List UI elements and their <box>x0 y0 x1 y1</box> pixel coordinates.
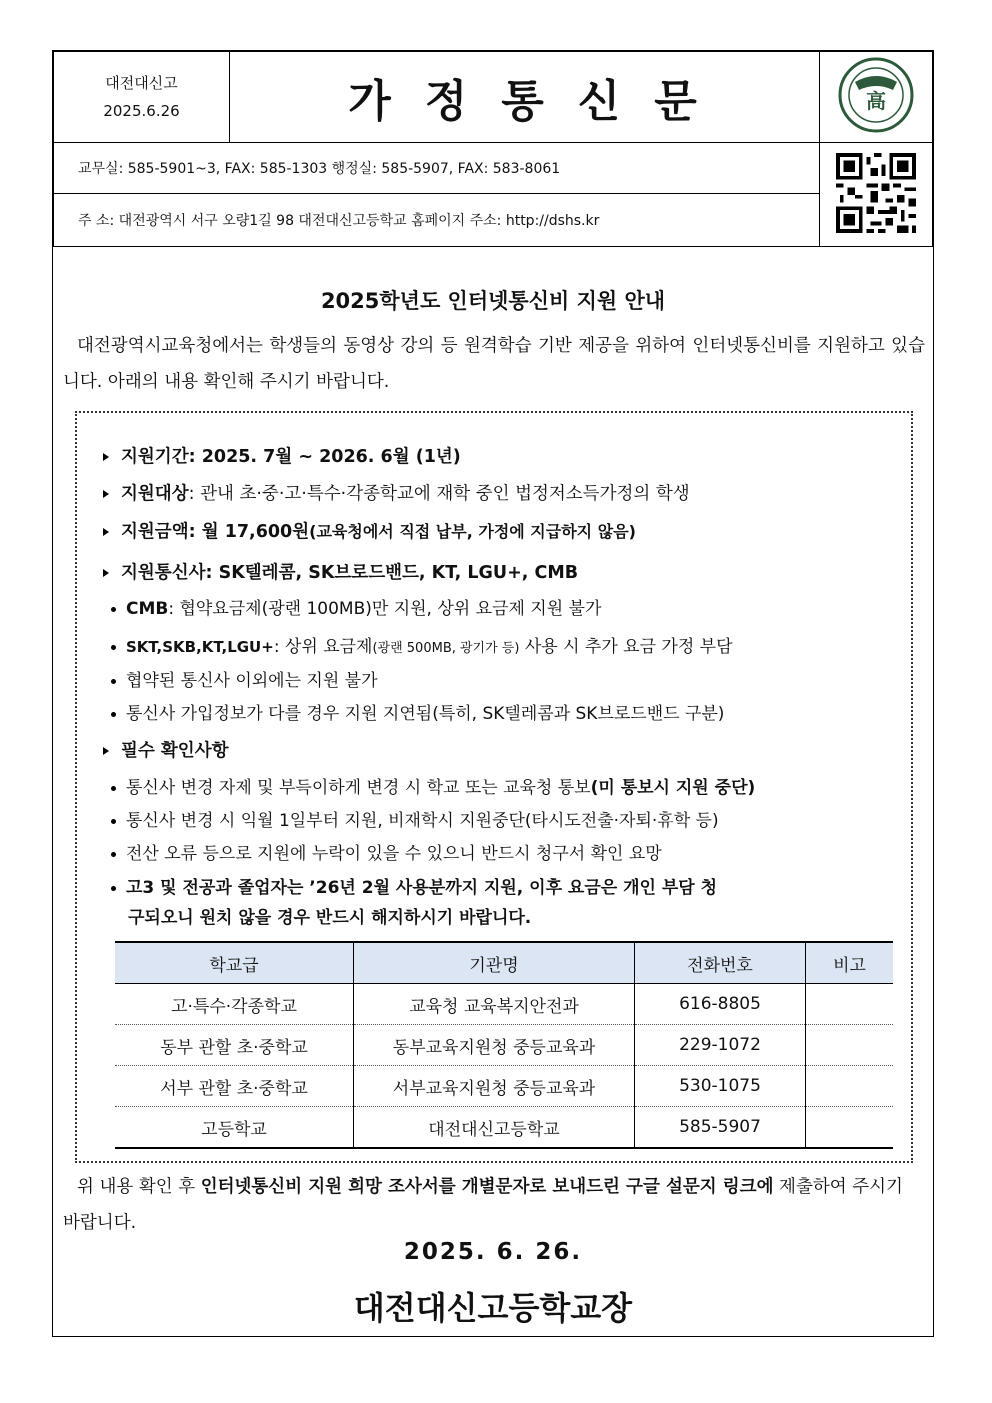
bullet-dot-icon <box>111 819 116 824</box>
carrier-note-cmb: CMB: 협약요금제(광랜 100MB)만 지원, 상위 요금제 지원 불가 <box>111 594 601 619</box>
contact-table <box>115 941 893 1149</box>
support-carriers: 지원통신사: SK텔레콤, SK브로드밴드, KT, LGU+, CMB <box>103 559 578 584</box>
cell-level: 고·특수·각종학교 <box>115 984 354 1025</box>
bullet-dot-icon <box>111 852 116 857</box>
check-item-4: 고3 및 전공과 졸업자는 ’26년 2월 사용분까지 지원, 이후 요금은 개인 부담 청 <box>111 873 717 898</box>
school-logo <box>820 52 933 143</box>
cell-agency: 동부교육지원청 중등교육과 <box>354 1025 635 1066</box>
col-header-note: 비고 <box>806 942 894 984</box>
svg-text:高: 高 <box>866 89 886 113</box>
checks-heading: 필수 확인사항 <box>103 737 229 762</box>
header-table <box>53 51 933 247</box>
table-row <box>115 1107 893 1149</box>
bullet-arrow-icon <box>103 528 109 536</box>
check-item-4-cont: 구되오니 원치 않을 경우 반드시 해지하시기 바랍니다. <box>128 908 532 928</box>
check-item-3: 전산 오류 등으로 지원에 누락이 있을 수 있으니 반드시 청구서 확인 요망 <box>111 839 662 864</box>
col-header-agency: 기관명 <box>354 942 635 984</box>
bullet-dot-icon <box>111 886 116 891</box>
carrier-note-4: 통신사 가입정보가 다를 경우 지원 지연됨(특히, SK텔레콤과 SK브로드밴드 구분) <box>111 699 724 724</box>
table-row <box>115 1025 893 1066</box>
cell-agency: 대전대신고등학교 <box>354 1107 635 1149</box>
cell-level: 고등학교 <box>115 1107 354 1149</box>
table-header-row <box>115 942 893 984</box>
table-row <box>115 984 893 1025</box>
document-title: 2025학년도 인터넷통신비 지원 안내 <box>320 289 666 313</box>
intro-paragraph: 대전광역시교육청에서는 학생들의 동영상 강의 등 원격학습 기반 제공을 위하여 인터넷통신비를 지원하고 있습니다. 아래의 내용 확인해 주시기 바랍니다. <box>63 336 925 392</box>
cell-phone: 229-1072 <box>635 1025 806 1066</box>
table-row <box>115 1066 893 1107</box>
col-header-phone: 전화번호 <box>635 942 806 984</box>
cell-level: 동부 관할 초·중학교 <box>115 1025 354 1066</box>
contact-info: 교무실: 585-5901~3, FAX: 585-1303 행정실: 585-5907, FAX: 583-8061 <box>54 143 820 194</box>
bullet-arrow-icon <box>103 747 109 755</box>
qr-code-icon[interactable] <box>836 153 916 233</box>
bullet-arrow-icon <box>103 453 109 461</box>
carrier-note-others: SKT,SKB,KT,LGU+: 상위 요금제(광랜 500MB, 광기가 등) 사용 시 추가 요금 가정 부담 <box>111 632 733 657</box>
cell-note <box>806 984 894 1025</box>
check-item-2: 통신사 변경 시 익월 1일부터 지원, 비재학시 지원중단(타시도전출·자퇴·휴학 등) <box>111 806 719 831</box>
support-details-box <box>75 411 913 1163</box>
school-short-name: 대전대신고 <box>105 74 178 92</box>
bullet-arrow-icon <box>103 569 109 577</box>
cell-level: 서부 관할 초·중학교 <box>115 1066 354 1107</box>
cell-note <box>806 1066 894 1107</box>
check-item-1: 통신사 변경 자제 및 부득이하게 변경 시 학교 또는 교육청 통보(미 통보시 지원 중단) <box>111 773 755 798</box>
cell-phone: 530-1075 <box>635 1066 806 1107</box>
bullet-arrow-icon <box>103 490 109 498</box>
closing-paragraph: 위 내용 확인 후 인터넷통신비 지원 희망 조사서를 개별문자로 보내드린 구글 설문지 링크에 제출하여 주시기 바랍니다. <box>63 1177 903 1233</box>
issue-date: 2025.6.26 <box>103 102 180 120</box>
support-period: 지원기간: 2025. 7월 ~ 2026. 6월 (1년) <box>103 443 461 468</box>
cell-note <box>806 1025 894 1066</box>
qr-code-cell <box>820 143 933 247</box>
support-amount: 지원금액: 월 17,600원(교육청에서 직접 납부, 가정에 지급하지 않음) <box>103 518 636 543</box>
cell-phone: 616-8805 <box>635 984 806 1025</box>
bullet-dot-icon <box>111 786 116 791</box>
principal-signature: 대전대신고등학교장 <box>353 1289 633 1327</box>
bullet-dot-icon <box>111 679 116 684</box>
cell-phone: 585-5907 <box>635 1107 806 1149</box>
bullet-dot-icon <box>111 645 116 650</box>
address-info: 주 소: 대전광역시 서구 오량1길 98 대전대신고등학교 홈페이지 주소: http://dshs.kr <box>54 194 820 247</box>
document-frame <box>52 50 934 1337</box>
col-header-level: 학교급 <box>115 942 354 984</box>
bullet-dot-icon <box>111 712 116 717</box>
carrier-note-3: 협약된 통신사 이외에는 지원 불가 <box>111 666 378 691</box>
cell-agency: 서부교육지원청 중등교육과 <box>354 1066 635 1107</box>
cell-note <box>806 1107 894 1149</box>
support-target: 지원대상: 관내 초·중·고·특수·각종학교에 재학 중인 법정저소득가정의 학생 <box>103 480 690 505</box>
closing-date: 2025. 6. 26. <box>403 1239 583 1265</box>
school-date-box <box>54 52 230 143</box>
doc-type-title: 가정통신문 <box>230 52 820 143</box>
cell-agency: 교육청 교육복지안전과 <box>354 984 635 1025</box>
school-emblem-icon <box>837 56 915 134</box>
bullet-dot-icon <box>111 607 116 612</box>
